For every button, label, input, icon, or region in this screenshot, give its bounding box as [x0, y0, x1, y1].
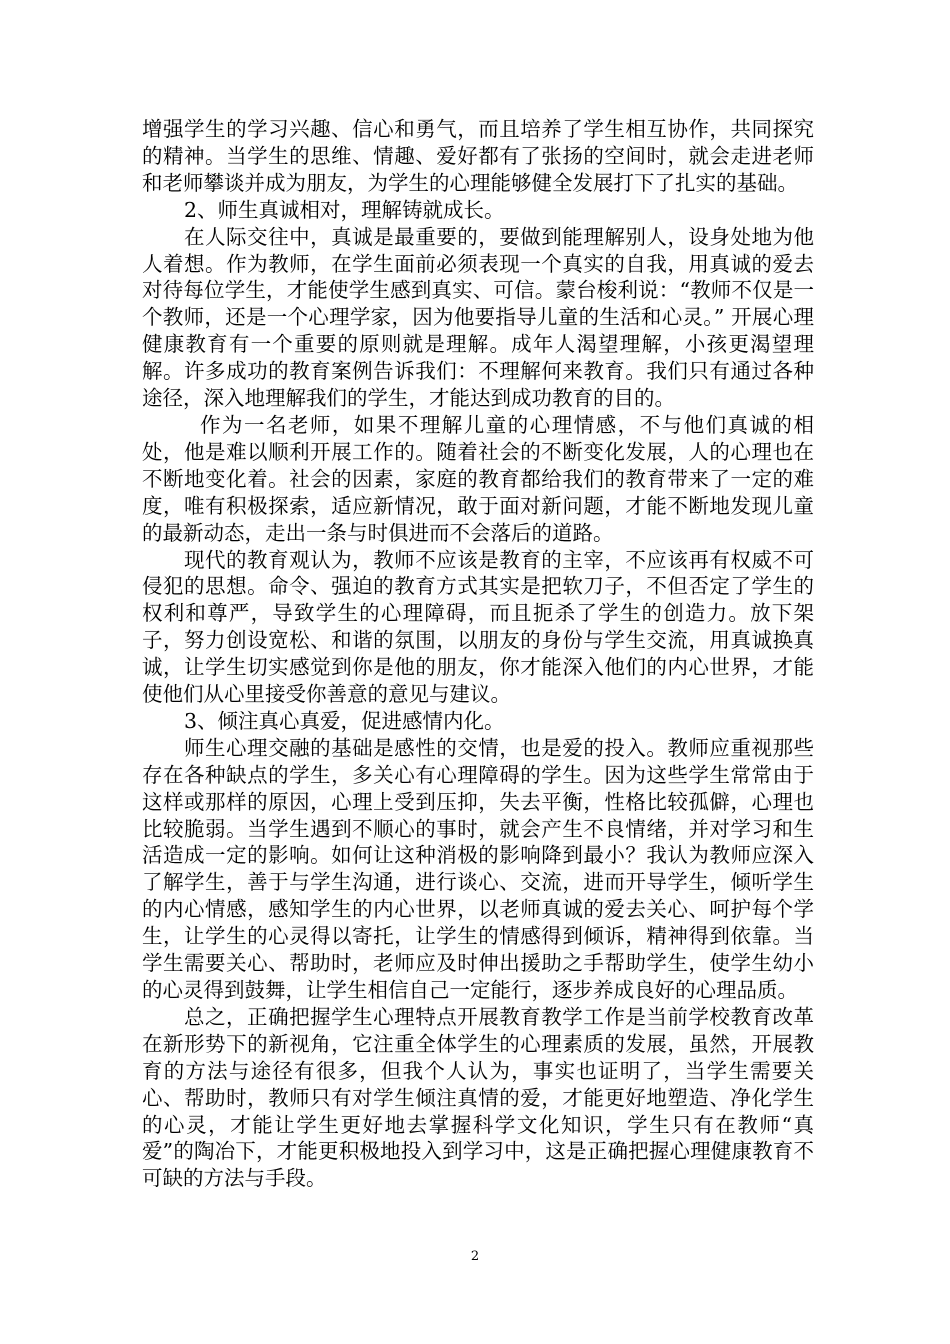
paragraph-emotional-bond: 师生心理交融的基础是感性的交情，也是爱的投入。教师应重视那些存在各种缺点的学生，多关心有心理障碍的学生。因为这些学生常常由于这样或那样的原因，心理上受到压抑，失去平衡，性格比较孤僻，心理也比较脆弱。当学生遇到不顺心的事时，就会产生不良情绪，并对学习和生活造成一定的影响。如何让这种消极的影响降到最小？我认为教师应深入了解学生，善于与学生沟通，进行谈心、交流，进而开导学生，倾听学生的内心情感，感知学生的内心世界，以老师真诚的爱去关心、呵护每个学生，让学生的心灵得以寄托，让学生的情感得到倾诉，精神得到依靠。当学生需要关心、帮助时，老师应及时伸出援助之手帮助学生，使学生幼小的心灵得到鼓舞，让学生相信自己一定能行，逐步养成良好的心理品质。	[142, 735, 814, 1002]
document-body	[142, 116, 814, 1192]
paragraph-sincerity: 在人际交往中，真诚是最重要的，要做到能理解别人，设身处地为他人着想。作为教师，在学生面前必须表现一个真实的自我，用真诚的爱去对待每位学生，才能使学生感到真实、可信。蒙台梭利说：“教师不仅是一个教师，还是一个心理学家，因为他要指导儿童的生活和心灵。” 开展心理健康教育有一个重要的原则就是理解。成年人渴望理解，小孩更渴望理解。许多成功的教育案例告诉我们：不理解何来教育。我们只有通过各种途径，深入地理解我们的学生，才能达到成功教育的目的。	[142, 224, 814, 411]
paragraph-continuation: 增强学生的学习兴趣、信心和勇气，而且培养了学生相互协作，共同探究的精神。当学生的思维、情趣、爱好都有了张扬的空间时，就会走进老师和老师攀谈并成为朋友，为学生的心理能够健全发展打下了扎实的基础。	[142, 117, 814, 195]
page-number: 2	[470, 1249, 480, 1264]
section-heading-3: 3、倾注真心真爱，促进感情内化。	[184, 708, 505, 733]
paragraph-modern-education: 现代的教育观认为，教师不应该是教育的主宰，不应该再有权威不可侵犯的思想。命令、强迫的教育方式其实是把软刀子，不但否定了学生的权利和尊严，导致学生的心理障碍，而且扼杀了学生的创造力。放下架子，努力创设宽松、和谐的氛围，以朋友的身份与学生交流，用真诚换真诚，让学生切实感觉到你是他的朋友，你才能深入他们的内心世界，才能使他们从心里接受你善意的意见与建议。	[142, 547, 814, 707]
section-heading-2: 2、师生真诚相对，理解铸就成长。	[184, 197, 505, 222]
paragraph-teacher-understanding: 作为一名老师，如果不理解儿童的心理情感，不与他们真诚的相处，他是难以顺利开展工作的。随着社会的不断变化发展，人的心理也在不断地变化着。社会的因素，家庭的教育都给我们的教育带来了一定的难度，唯有积极探索，适应新情况，敢于面对新问题，才能不断地发现儿童的最新动态，走出一条与时俱进而不会落后的道路。	[142, 412, 814, 545]
paragraph-conclusion: 总之，正确把握学生心理特点开展教育教学工作是当前学校教育改革在新形势下的新视角，它注重全体学生的心理素质的发展，虽然，开展教育的方法与途径有很多，但我个人认为，事实也证明了，当学生需要关心、帮助时，教师只有对学生倾注真情的爱，才能更好地塑造、净化学生的心灵，才能让学生更好地去掌握科学文化知识，学生只有在教师“真爱”的陶冶下，才能更积极地投入到学习中，这是正确把握心理健康教育不可缺的方法与手段。	[142, 1004, 814, 1191]
